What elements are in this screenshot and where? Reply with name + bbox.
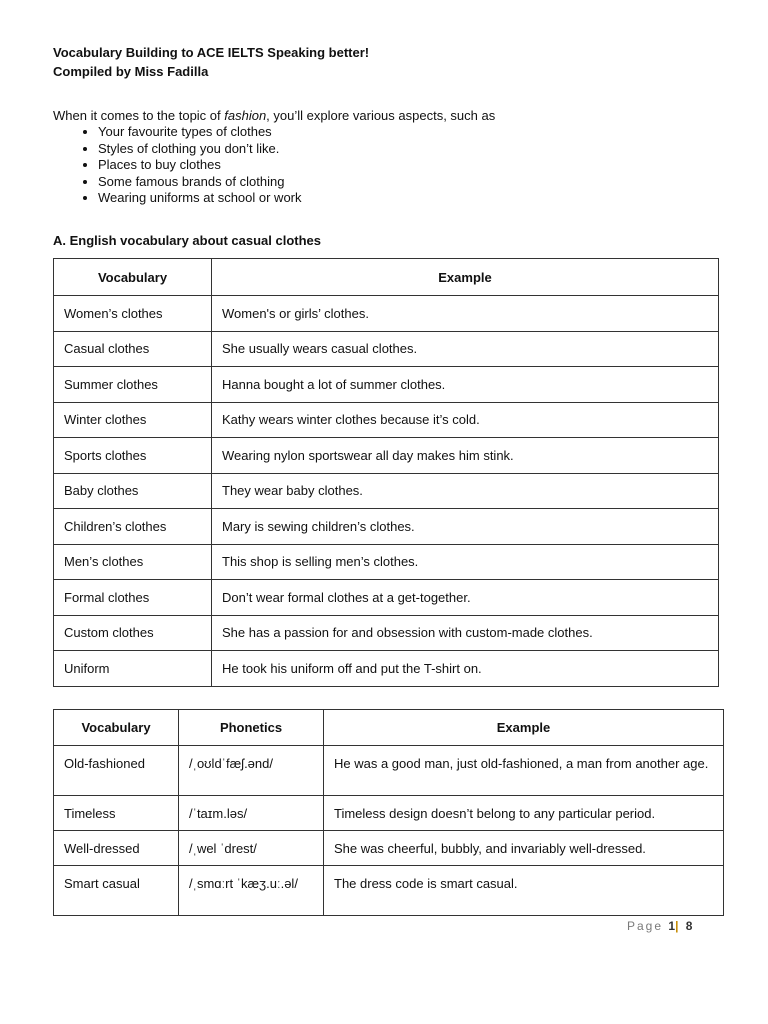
column-header-phonetics: Phonetics [179, 710, 324, 746]
page-footer [627, 919, 692, 933]
document-author: Compiled by Miss Fadilla [53, 64, 209, 79]
table-row [54, 831, 724, 866]
example-cell: Wearing nylon sportswear all day makes him stink. [212, 438, 719, 474]
list-item: • Styles of clothing you don’t like. [98, 141, 723, 158]
column-header-example: Example [212, 259, 719, 296]
example-cell: He was a good man, just old-fashioned, a man from another age. [324, 746, 724, 796]
table-row [54, 580, 719, 616]
vocabulary-cell: Casual clothes [54, 331, 212, 367]
list-item: • Places to buy clothes [98, 157, 723, 174]
vocabulary-cell: Summer clothes [54, 367, 212, 403]
phonetics-cell: /ˌwel ˈdrest/ [179, 831, 324, 866]
list-item: • Some famous brands of clothing [98, 174, 723, 191]
example-cell: Mary is sewing children’s clothes. [212, 509, 719, 545]
vocabulary-cell: Uniform [54, 651, 212, 687]
example-cell: This shop is selling men’s clothes. [212, 544, 719, 580]
list-item: • Wearing uniforms at school or work [98, 190, 723, 207]
table-row [54, 544, 719, 580]
phonetics-cell: /ˈtaɪm.ləs/ [179, 796, 324, 831]
intro-topic: fashion [224, 108, 267, 123]
example-cell: She usually wears casual clothes. [212, 331, 719, 367]
column-header-vocabulary: Vocabulary [54, 710, 179, 746]
table-header-row [54, 259, 719, 296]
vocabulary-cell: Sports clothes [54, 438, 212, 474]
table-row [54, 746, 724, 796]
phonetics-cell: /ˌoʊldˈfæʃ.ənd/ [179, 746, 324, 796]
vocabulary-cell: Well-dressed [54, 831, 179, 866]
example-cell: Kathy wears winter clothes because it’s cold. [212, 402, 719, 438]
example-cell: Hanna bought a lot of summer clothes. [212, 367, 719, 403]
topic-list [53, 124, 723, 207]
table-row [54, 331, 719, 367]
phonetics-cell: /ˌsmɑːrt ˈkæʒ.uː.əl/ [179, 866, 324, 916]
vocabulary-cell: Timeless [54, 796, 179, 831]
vocabulary-cell: Children’s clothes [54, 509, 212, 545]
example-cell: Don’t wear formal clothes at a get-together. [212, 580, 719, 616]
table-row [54, 615, 719, 651]
table-header-row [54, 710, 724, 746]
example-cell: Women's or girls’ clothes. [212, 296, 719, 332]
document-body [53, 43, 723, 249]
table-row [54, 651, 719, 687]
table-row [54, 402, 719, 438]
table-row [54, 473, 719, 509]
table-row [54, 796, 724, 831]
vocabulary-cell: Baby clothes [54, 473, 212, 509]
vocabulary-cell: Formal clothes [54, 580, 212, 616]
intro-paragraph [53, 107, 723, 124]
casual-clothes-table [53, 258, 719, 687]
example-cell: She has a passion for and obsession with custom-made clothes. [212, 615, 719, 651]
example-cell: She was cheerful, bubbly, and invariably well-dressed. [324, 831, 724, 866]
intro-text-after: , you’ll explore various aspects, such as [266, 108, 496, 123]
table-row [54, 509, 719, 545]
page-label: Page [627, 919, 664, 933]
vocabulary-cell: Smart casual [54, 866, 179, 916]
page-number: 1 [668, 919, 676, 933]
intro-text-before: When it comes to the topic of [53, 108, 225, 123]
table-row [54, 367, 719, 403]
vocabulary-cell: Custom clothes [54, 615, 212, 651]
example-cell: He took his uniform off and put the T-shirt on. [212, 651, 719, 687]
section-a-heading: A. English vocabulary about casual clothes [53, 232, 322, 248]
vocabulary-cell: Men’s clothes [54, 544, 212, 580]
style-vocabulary-table [53, 709, 724, 916]
table-row [54, 296, 719, 332]
page-total: 8 [685, 919, 693, 933]
table-row [54, 866, 724, 916]
example-cell: They wear baby clothes. [212, 473, 719, 509]
page-separator: | [675, 919, 681, 933]
vocabulary-cell: Old-fashioned [54, 746, 179, 796]
example-cell: The dress code is smart casual. [324, 866, 724, 916]
table-row [54, 438, 719, 474]
vocabulary-cell: Women’s clothes [54, 296, 212, 332]
example-cell: Timeless design doesn’t belong to any particular period. [324, 796, 724, 831]
document-title: Vocabulary Building to ACE IELTS Speaking better! [53, 45, 370, 60]
column-header-example: Example [324, 710, 724, 746]
column-header-vocabulary: Vocabulary [54, 259, 212, 296]
vocabulary-cell: Winter clothes [54, 402, 212, 438]
list-item: • Your favourite types of clothes [98, 124, 723, 141]
